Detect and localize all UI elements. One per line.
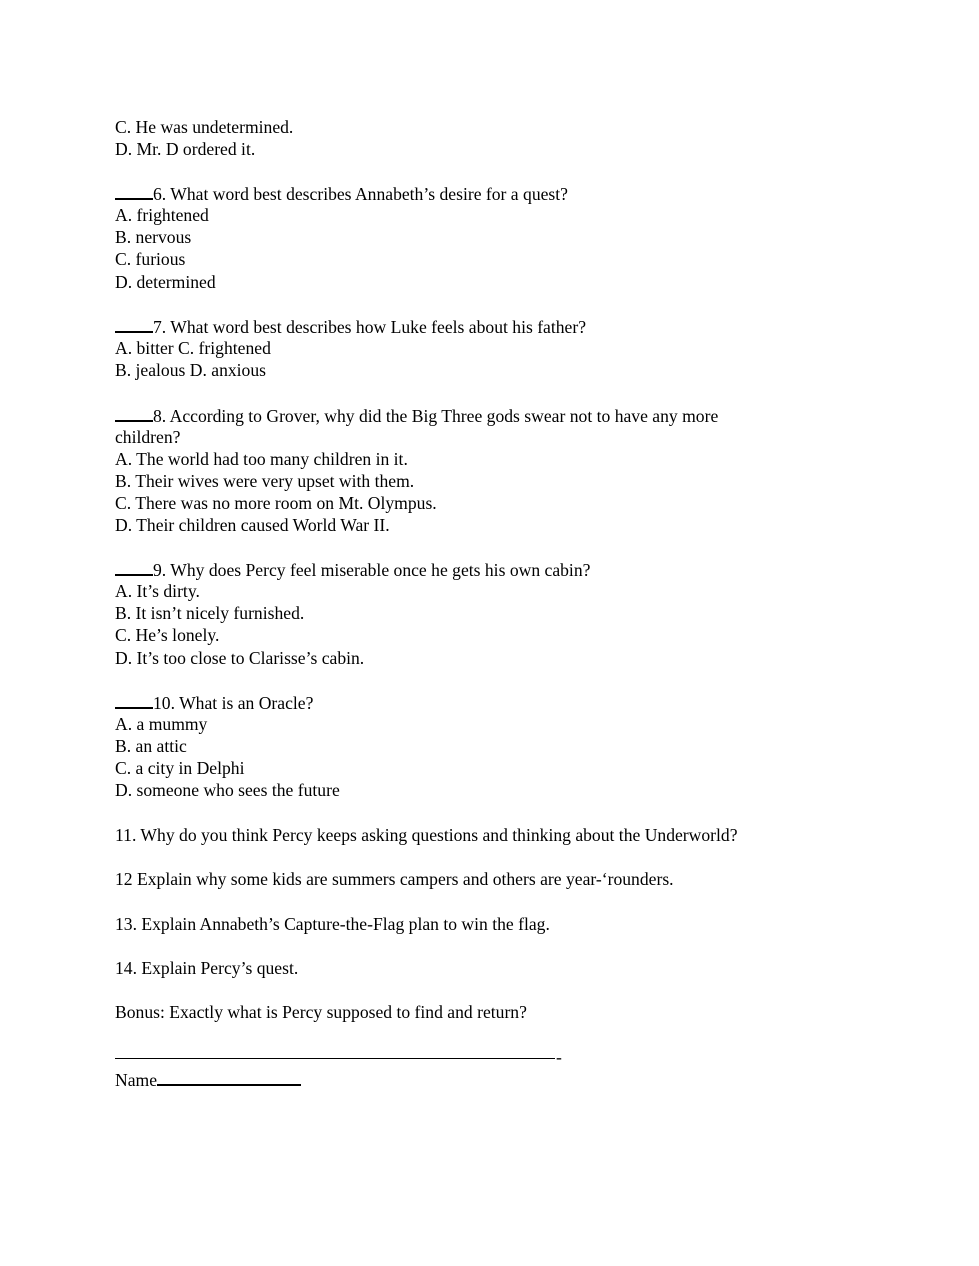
q10-answer-blank[interactable] — [115, 691, 153, 709]
q10-question-text: 10. What is an Oracle? — [153, 693, 314, 713]
q6-option-c: C. furious — [115, 249, 186, 269]
q6-option-a: A. frightened — [115, 205, 209, 225]
q8-option-b: B. Their wives were very upset with them. — [115, 471, 415, 491]
q8-question-continued: children? — [115, 427, 181, 447]
q8-option-d: D. Their children caused World War II. — [115, 515, 390, 535]
q6-question — [115, 182, 568, 204]
q10-option-d: D. someone who sees the future — [115, 780, 340, 800]
q6-answer-blank[interactable] — [115, 182, 153, 200]
q12-question: 12 Explain why some kids are summers campers and others are year-‘rounders. — [115, 869, 674, 889]
q9-option-d: D. It’s too close to Clarisse’s cabin. — [115, 648, 365, 668]
q9-option-a: A. It’s dirty. — [115, 581, 200, 601]
name-label: Name — [115, 1070, 158, 1090]
q7-options-row-2: B. jealous D. anxious — [115, 360, 266, 380]
q8-option-c: C. There was no more room on Mt. Olympus. — [115, 493, 437, 513]
q10-option-a: A. a mummy — [115, 714, 208, 734]
q9-answer-blank[interactable] — [115, 558, 153, 576]
q10-option-b: B. an attic — [115, 736, 187, 756]
separator-rule — [115, 1058, 555, 1059]
q9-option-b: B. It isn’t nicely furnished. — [115, 603, 305, 623]
q8-question-text: 8. According to Grover, why did the Big Three gods swear not to have any more — [153, 406, 719, 426]
q10-option-c: C. a city in Delphi — [115, 758, 245, 778]
q6-option-d: D. determined — [115, 272, 216, 292]
q6-option-b: B. nervous — [115, 227, 192, 247]
separator-rule-tail: - — [556, 1047, 562, 1067]
name-blank[interactable] — [157, 1068, 301, 1086]
q8-option-a: A. The world had too many children in it. — [115, 449, 408, 469]
q11-question: 11. Why do you think Percy keeps asking questions and thinking about the Underworld? — [115, 825, 738, 845]
q9-question-text: 9. Why does Percy feel miserable once he gets his own cabin? — [153, 560, 591, 580]
q6-question-text: 6. What word best describes Annabeth’s desire for a quest? — [153, 184, 568, 204]
q9-option-c: C. He’s lonely. — [115, 625, 220, 645]
q7-question — [115, 315, 586, 337]
q8-answer-blank[interactable] — [115, 404, 153, 422]
q13-question: 13. Explain Annabeth’s Capture-the-Flag plan to win the flag. — [115, 914, 550, 934]
q7-question-text: 7. What word best describes how Luke feels about his father? — [153, 317, 587, 337]
q7-options-row-1: A. bitter C. frightened — [115, 338, 271, 358]
q14-question: 14. Explain Percy’s quest. — [115, 958, 299, 978]
name-row — [115, 1068, 301, 1090]
q7-answer-blank[interactable] — [115, 315, 153, 333]
q8-question — [115, 404, 718, 426]
q9-question — [115, 558, 590, 580]
bonus-question: Bonus: Exactly what is Percy supposed to find and return? — [115, 1002, 527, 1022]
q10-question — [115, 691, 313, 713]
q5-option-d: D. Mr. D ordered it. — [115, 139, 256, 159]
q5-option-c: C. He was undetermined. — [115, 117, 294, 137]
